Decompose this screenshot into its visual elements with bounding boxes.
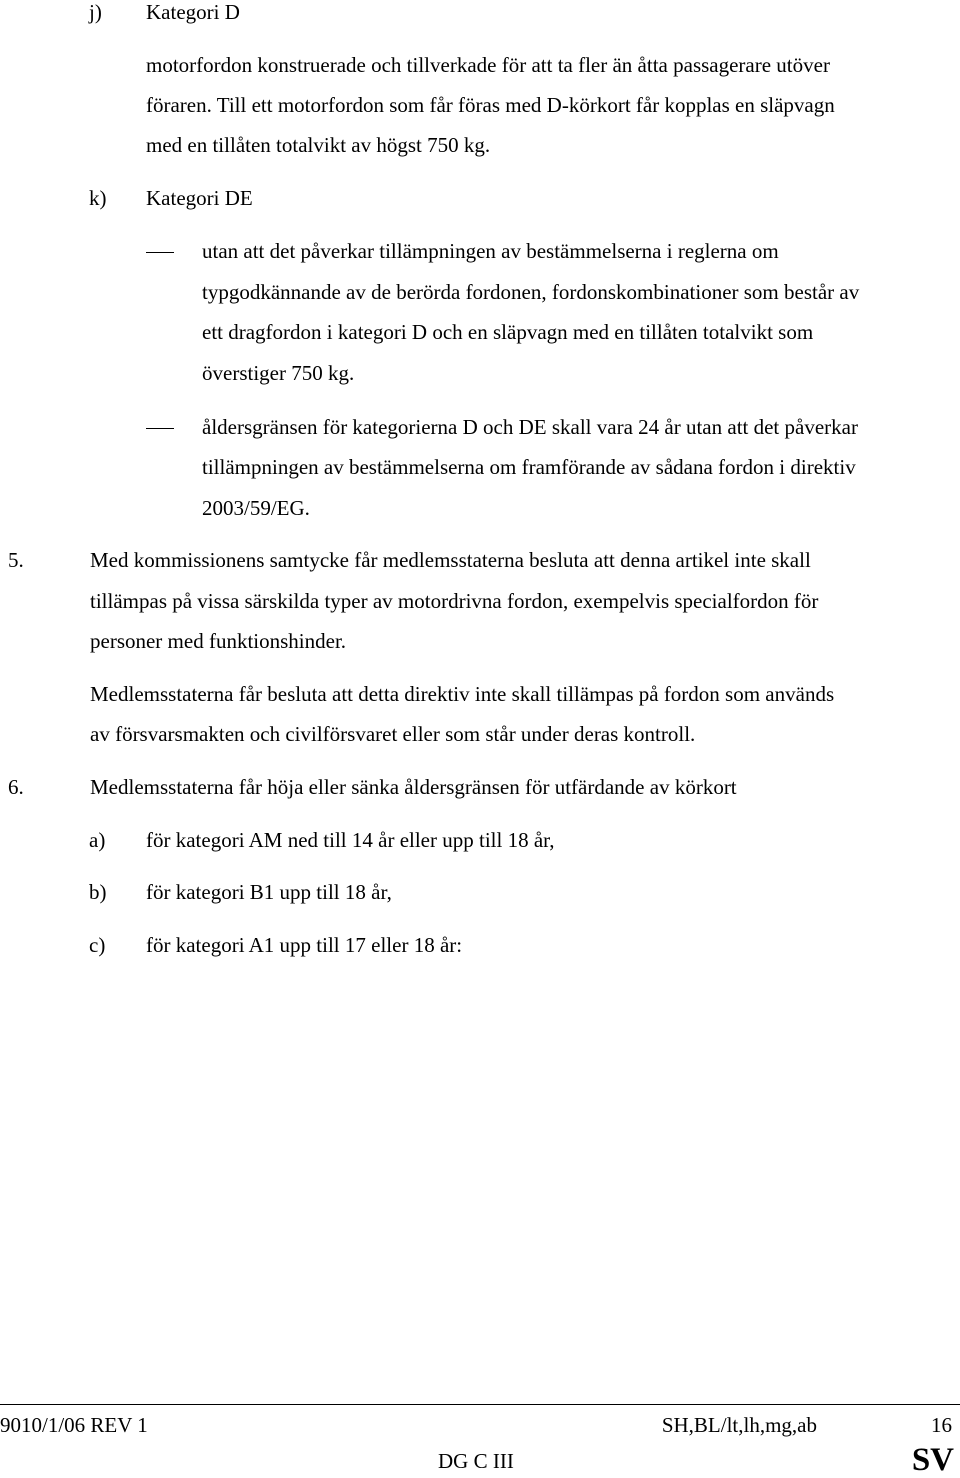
- footer-rule: [0, 1404, 960, 1405]
- list-item: för kategori A1 upp till 17 eller 18 år:: [146, 933, 463, 957]
- text-line: överstiger 750 kg.: [202, 361, 355, 385]
- text-line: tillämpningen av bestämmelserna om framförande av sådana fordon i direktiv: [202, 455, 856, 479]
- text-line: typgodkännande av de berörda fordonen, fordonskombinationer som består av: [202, 280, 860, 304]
- dash-bullet: [146, 428, 174, 429]
- footer-language: SV: [911, 1442, 954, 1478]
- text-line: av försvarsmakten och civilförsvaret eller som står under deras kontroll.: [90, 722, 696, 746]
- text-line: motorfordon konstruerade och tillverkade för att ta fler än åtta passagerare utöver: [146, 53, 830, 77]
- dash-bullet: [146, 252, 174, 253]
- text-line: Medlemsstaterna får besluta att detta direktiv inte skall tillämpas på fordon som används: [90, 682, 835, 706]
- text-line: Med kommissionens samtycke får medlemsstaterna besluta att denna artikel inte skall: [90, 548, 811, 572]
- item-marker: c): [89, 933, 106, 957]
- item-marker-j: j): [89, 0, 102, 24]
- text-line: åldersgränsen för kategorierna D och DE skall vara 24 år utan att det påverkar: [202, 415, 858, 439]
- list-item: för kategori B1 upp till 18 år,: [146, 880, 392, 904]
- paragraph-number-5: 5.: [8, 548, 24, 572]
- footer-doc-ref: 9010/1/06 REV 1: [0, 1413, 148, 1437]
- item-marker-k: k): [89, 186, 107, 210]
- item-marker: a): [89, 828, 106, 852]
- item-title-k: Kategori DE: [146, 186, 253, 210]
- text-line: Medlemsstaterna får höja eller sänka åldersgränsen för utfärdande av körkort: [90, 775, 737, 799]
- item-title-j: Kategori D: [146, 0, 240, 24]
- text-line: utan att det påverkar tillämpningen av bestämmelserna i reglerna om: [202, 239, 779, 263]
- text-line: 2003/59/EG.: [202, 496, 310, 520]
- footer-initials: SH,BL/lt,lh,mg,ab: [661, 1413, 817, 1437]
- text-line: personer med funktionshinder.: [90, 629, 347, 653]
- text-line: föraren. Till ett motorfordon som får föras med D-körkort får kopplas en släpvagn: [146, 93, 835, 117]
- item-marker: b): [89, 880, 107, 904]
- text-line: med en tillåten totalvikt av högst 750 kg.: [146, 133, 491, 157]
- footer-page-number: 16: [931, 1413, 952, 1437]
- paragraph-number-6: 6.: [8, 775, 24, 799]
- text-line: ett dragfordon i kategori D och en släpvagn med en tillåten totalvikt som: [202, 320, 814, 344]
- list-item: för kategori AM ned till 14 år eller upp till 18 år,: [146, 828, 555, 852]
- footer-dg: DG C III: [438, 1449, 514, 1473]
- text-line: tillämpas på vissa särskilda typer av motordrivna fordon, exempelvis specialfordon för: [90, 589, 819, 613]
